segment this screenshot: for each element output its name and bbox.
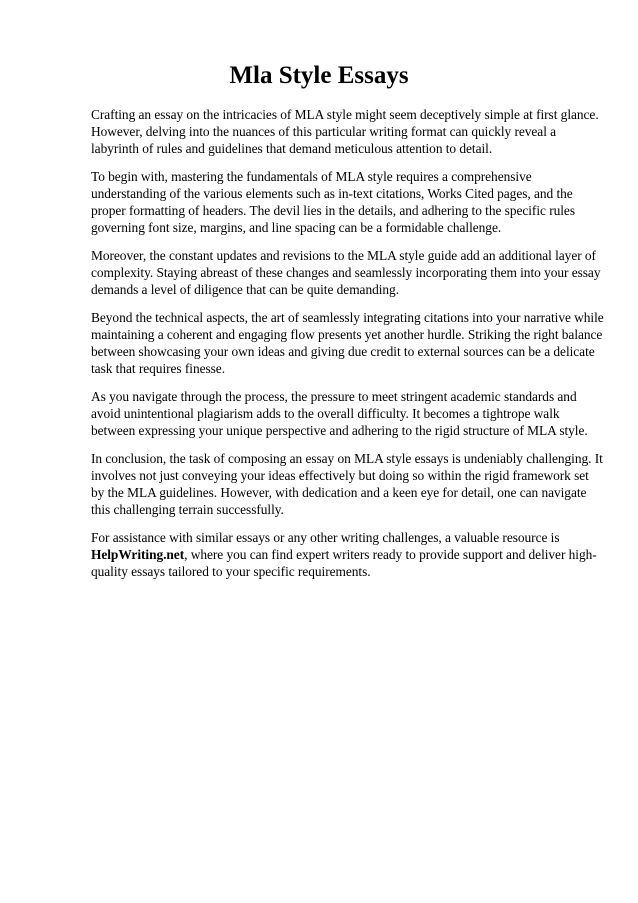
paragraph-intro: Crafting an essay on the intricacies of MLA style might seem deceptively simple at first glance. However, delving into the nuances of this particular writing format can quickly reveal a labyrinth of rules and guidelines that demand meticulous attention to detail. <box>91 107 599 156</box>
document-title: Mla Style Essays <box>229 62 409 89</box>
paragraph-citations: Beyond the technical aspects, the art of seamlessly integrating citations into your narrative while maintaining a coherent and engaging flow presents yet another hurdle. Striking the right balance between showcasing your own ideas and giving due credit to external sources can be a delicate task that requires finesse. <box>91 310 604 376</box>
resource-intro-text: For assistance with similar essays or any other writing challenges, a valuable resource is <box>91 530 560 545</box>
resource-outro-text: , where you can find expert writers ready to provide support and deliver high-quality essays tailored to your specific requirements. <box>91 547 597 579</box>
paragraph-conclusion: In conclusion, the task of composing an essay on MLA style essays is undeniably challenging. It involves not just conveying your ideas effectively but doing so within the rigid framework set by the MLA guidelines. However, with dedication and a keen eye for detail, one can navigate this challenging terrain successfully. <box>91 451 603 517</box>
paragraph-updates: Moreover, the constant updates and revisions to the MLA style guide add an additional layer of complexity. Staying abreast of these changes and seamlessly incorporating them into your essay demands a level of diligence that can be quite demanding. <box>91 248 601 297</box>
document-body <box>91 106 605 591</box>
paragraph-fundamentals: To begin with, mastering the fundamentals of MLA style requires a comprehensive understanding of the various elements such as in-text citations, Works Cited pages, and the proper formatting of headers. The devil lies in the details, and adhering to the specific rules governing font size, margins, and line spacing can be a formidable challenge. <box>91 169 575 235</box>
paragraph-resource <box>91 529 605 580</box>
resource-link[interactable]: HelpWriting.net <box>91 547 185 562</box>
paragraph-plagiarism: As you navigate through the process, the pressure to meet stringent academic standards and avoid unintentional plagiarism adds to the overall difficulty. It becomes a tightrope walk between expressing your unique perspective and adhering to the rigid structure of MLA style. <box>91 389 588 438</box>
